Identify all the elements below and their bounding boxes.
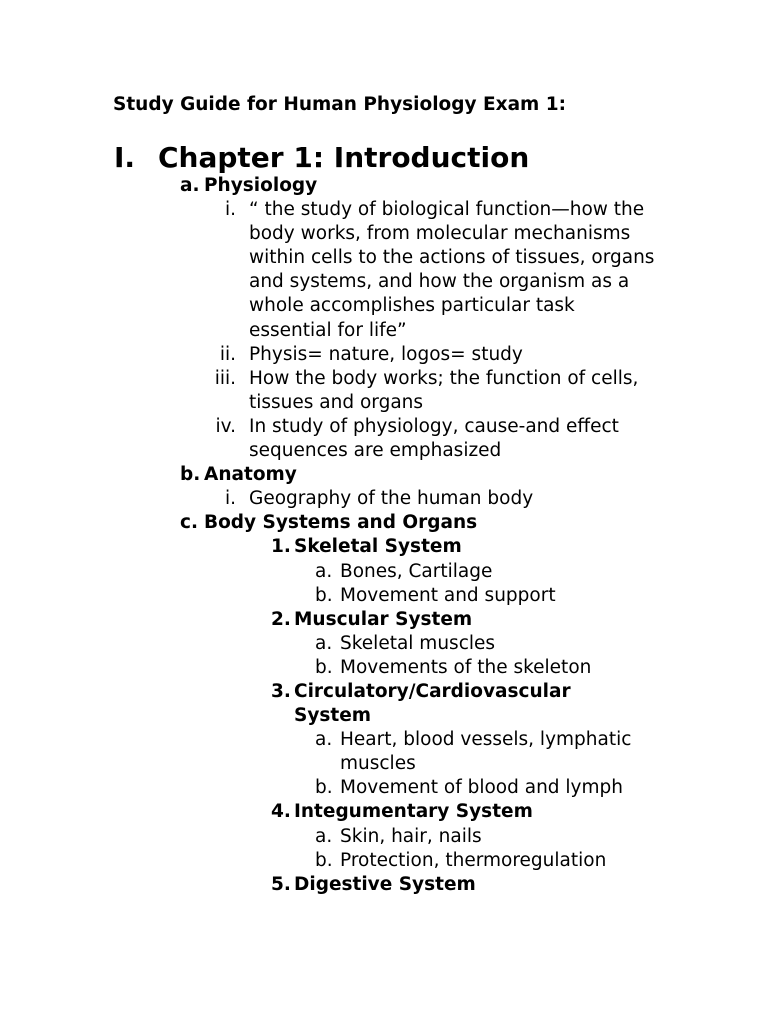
list-item (0, 825, 768, 849)
item-marker: iii. (214, 367, 236, 389)
item-marker: b. (315, 584, 333, 606)
item-text: Movement and support (340, 584, 556, 606)
section-heading: Body Systems and Organs (204, 512, 478, 534)
document-title: Study Guide for Human Physiology Exam 1: (113, 94, 567, 115)
system-skeletal (0, 535, 768, 559)
item-marker: i. (224, 199, 236, 221)
item-marker: b. (315, 849, 333, 871)
outline (0, 174, 768, 897)
item-marker: b. (315, 777, 333, 799)
list-item (0, 415, 768, 463)
item-text: Heart, blood vessels, lymphatic muscles (340, 729, 632, 775)
list-item (0, 487, 768, 511)
section-anatomy (0, 463, 768, 487)
chapter-title: Chapter 1: Introduction (158, 141, 530, 174)
list-item (0, 776, 768, 800)
section-heading: Anatomy (204, 464, 297, 486)
system-marker: 3. (271, 680, 291, 702)
section-marker: a. (180, 175, 200, 196)
list-item (0, 198, 768, 343)
item-text: Protection, thermoregulation (340, 849, 607, 871)
system-marker: 5. (271, 873, 291, 895)
section-body-systems (0, 511, 768, 535)
item-text: Skeletal muscles (340, 632, 496, 654)
system-heading: Integumentary System (294, 801, 533, 823)
list-item (0, 849, 768, 873)
chapter-numeral: I. (114, 141, 136, 174)
system-marker: 1. (271, 536, 291, 558)
system-marker: 4. (271, 801, 291, 823)
system-digestive (0, 873, 768, 897)
system-heading: Skeletal System (294, 536, 462, 558)
list-item (0, 584, 768, 608)
item-marker: a. (315, 825, 333, 847)
system-marker: 2. (271, 608, 291, 630)
section-marker: c. (180, 512, 198, 534)
list-item (0, 367, 768, 415)
item-marker: b. (315, 656, 333, 678)
item-text: Bones, Cartilage (340, 560, 493, 582)
list-item (0, 728, 768, 776)
system-muscular (0, 608, 768, 632)
system-heading: Digestive System (294, 873, 476, 895)
system-circulatory (0, 680, 768, 728)
system-integumentary (0, 800, 768, 824)
section-physiology (0, 174, 768, 198)
item-marker: iv. (215, 415, 236, 437)
item-text: Movement of blood and lymph (340, 777, 623, 799)
item-text: Physis= nature, logos= study (249, 343, 523, 365)
item-marker: i. (224, 488, 236, 510)
list-item (0, 656, 768, 680)
item-marker: a. (315, 729, 333, 751)
list-item (0, 560, 768, 584)
item-text: Geography of the human body (249, 488, 534, 510)
section-marker: b. (180, 464, 201, 486)
item-text: In study of physiology, cause-and effect sequences are emphasized (249, 415, 619, 462)
item-marker: ii. (219, 343, 236, 365)
item-marker: a. (315, 560, 333, 582)
list-item (0, 343, 768, 367)
item-text: Skin, hair, nails (340, 825, 482, 847)
system-heading: Circulatory/Cardiovascular System (294, 680, 571, 727)
item-text: How the body works; the function of cells, tissues and organs (249, 367, 639, 413)
section-heading: Physiology (204, 175, 318, 196)
item-text: “ the study of biological function—how the body works, from molecular mechanisms within cells to the actions of tissues, organs and systems, and how the organism as a whole accomplishes particular task essential for life” (249, 199, 655, 341)
item-text: Movements of the skeleton (340, 656, 592, 678)
list-item (0, 632, 768, 656)
item-marker: a. (315, 632, 333, 654)
system-heading: Muscular System (294, 608, 473, 630)
